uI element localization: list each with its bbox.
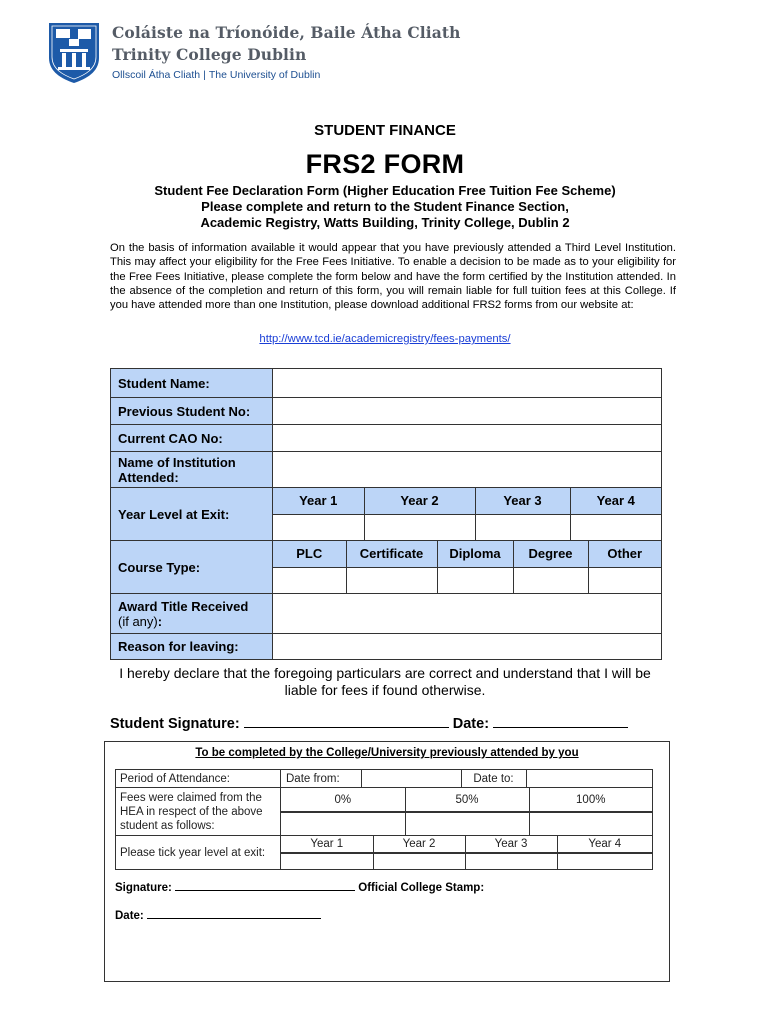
year-level-grid <box>273 488 662 541</box>
award-title-text: Award Title Received <box>118 598 249 614</box>
college-date-row <box>115 909 321 922</box>
student-date-field[interactable] <box>493 715 628 728</box>
college-details-table <box>115 769 653 870</box>
award-title-sub: (if any) <box>118 613 158 629</box>
percent-0-tick[interactable] <box>281 813 405 835</box>
form-subheading <box>0 183 770 231</box>
course-type-grid <box>273 541 662 594</box>
logo-separator: | <box>203 69 206 81</box>
year-4-checkbox[interactable] <box>570 514 661 540</box>
institution-field[interactable] <box>273 452 662 488</box>
tick-year-label: Please tick year level at exit: <box>116 836 281 870</box>
year-3-header: Year 3 <box>475 488 570 514</box>
declaration-body: I hereby declare that the foregoing particulars are correct and understand that I will be liable for fees if found otherwise. <box>119 665 651 698</box>
course-diploma-checkbox[interactable] <box>437 567 513 593</box>
college-date-label: Date: <box>115 910 144 922</box>
course-type-label: Course Type: <box>111 541 273 594</box>
percent-100: 100% <box>529 788 652 812</box>
student-name-label: Student Name: <box>111 369 273 398</box>
period-grid <box>281 770 653 788</box>
cao-no-label: Current CAO No: <box>111 425 273 452</box>
course-degree-checkbox[interactable] <box>513 567 588 593</box>
college-stamp-label: Official College Stamp: <box>358 882 485 894</box>
fees-payments-link[interactable]: http://www.tcd.ie/academicregistry/fees-payments/ <box>259 333 511 345</box>
percent-50: 50% <box>405 788 529 812</box>
year-3-checkbox[interactable] <box>475 514 570 540</box>
declaration-text <box>0 665 770 699</box>
reason-label: Reason for leaving: <box>111 634 273 660</box>
form-title: FRS2 FORM <box>305 149 465 179</box>
logo-irish-name: Coláiste na Tríonóide, Baile Átha Cliath <box>112 23 461 42</box>
college-signature-field[interactable] <box>175 881 355 891</box>
tick-year-boxes <box>281 853 653 870</box>
college-year-4: Year 4 <box>557 836 652 852</box>
course-plc-header: PLC <box>273 541 346 567</box>
course-certificate-checkbox[interactable] <box>346 567 437 593</box>
student-date-label: Date: <box>452 716 490 732</box>
percent-50-tick[interactable] <box>405 813 529 835</box>
institution-label: Name of Institution Attended: <box>111 452 273 488</box>
award-title-label <box>111 594 273 634</box>
date-from-label: Date from: <box>281 770 361 787</box>
award-title-colon: : <box>157 613 163 629</box>
institution-logo-text <box>112 22 461 81</box>
college-year-3: Year 3 <box>465 836 557 852</box>
previous-student-no-field[interactable] <box>273 398 662 425</box>
year-1-header: Year 1 <box>273 488 364 514</box>
college-crest-icon <box>48 22 100 89</box>
subheading-line-2: Please complete and return to the Student Finance Section, <box>201 199 569 214</box>
student-signature-field[interactable] <box>244 715 449 728</box>
subheading-line-3: Academic Registry, Watts Building, Trinity College, Dublin 2 <box>200 215 570 230</box>
cao-no-field[interactable] <box>273 425 662 452</box>
college-year-1-tick[interactable] <box>281 854 373 870</box>
course-diploma-header: Diploma <box>437 541 513 567</box>
tick-year-grid <box>281 836 653 853</box>
period-label: Period of Attendance: <box>116 770 281 788</box>
college-year-2-tick[interactable] <box>373 854 465 870</box>
section-heading: STUDENT FINANCE <box>314 122 456 139</box>
logo-university-irish: Ollscoil Átha Cliath <box>112 69 201 81</box>
college-year-1: Year 1 <box>281 836 373 852</box>
year-2-header: Year 2 <box>364 488 475 514</box>
college-year-3-tick[interactable] <box>465 854 557 870</box>
percent-grid <box>281 788 653 813</box>
year-4-header: Year 4 <box>570 488 661 514</box>
course-other-checkbox[interactable] <box>588 567 661 593</box>
student-name-field[interactable] <box>273 369 662 398</box>
college-year-4-tick[interactable] <box>557 854 652 870</box>
college-signature-row <box>115 881 484 894</box>
course-other-header: Other <box>588 541 661 567</box>
college-year-2: Year 2 <box>373 836 465 852</box>
college-section <box>104 741 670 982</box>
logo-english-name: Trinity College Dublin <box>112 45 307 64</box>
logo-university-line <box>112 69 461 81</box>
course-certificate-header: Certificate <box>346 541 437 567</box>
previous-student-no-label: Previous Student No: <box>111 398 273 425</box>
intro-paragraph: On the basis of information available it would appear that you have previously attended a Third Level Institution. This may affect your eligibility for the Free Fees Initiative. To enable a decision to be made as to your eligibility for the Free Fees Initiative, please complete the form below and have the form certified by the Institution attended. In the absence of the completion and return of this form, you will remain liable for full tuition fees at this College. If you have attended more than one Institution, please download additional FRS2 forms from our website at: <box>110 242 676 312</box>
student-signature-row <box>110 715 628 732</box>
course-plc-checkbox[interactable] <box>273 567 346 593</box>
year-1-checkbox[interactable] <box>273 514 364 540</box>
reason-field[interactable] <box>273 634 662 660</box>
student-signature-label: Student Signature: <box>110 716 240 732</box>
percent-tick-grid <box>281 813 653 836</box>
year-level-label: Year Level at Exit: <box>111 488 273 541</box>
college-section-title: To be completed by the College/University previously attended by you <box>195 747 579 759</box>
percent-0: 0% <box>281 788 405 812</box>
student-details-table <box>110 368 662 660</box>
fees-claimed-label: Fees were claimed from the HEA in respect of the above student as follows: <box>116 788 281 836</box>
logo-university-english: The University of Dublin <box>208 69 321 81</box>
college-date-field[interactable] <box>147 909 321 919</box>
date-from-field[interactable] <box>361 770 461 787</box>
date-to-field[interactable] <box>526 770 652 787</box>
percent-100-tick[interactable] <box>529 813 652 835</box>
date-to-label: Date to: <box>461 770 526 787</box>
subheading-line-1: Student Fee Declaration Form (Higher Education Free Tuition Fee Scheme) <box>154 183 616 198</box>
college-signature-label: Signature: <box>115 882 172 894</box>
course-degree-header: Degree <box>513 541 588 567</box>
award-title-field[interactable] <box>273 594 662 634</box>
year-2-checkbox[interactable] <box>364 514 475 540</box>
